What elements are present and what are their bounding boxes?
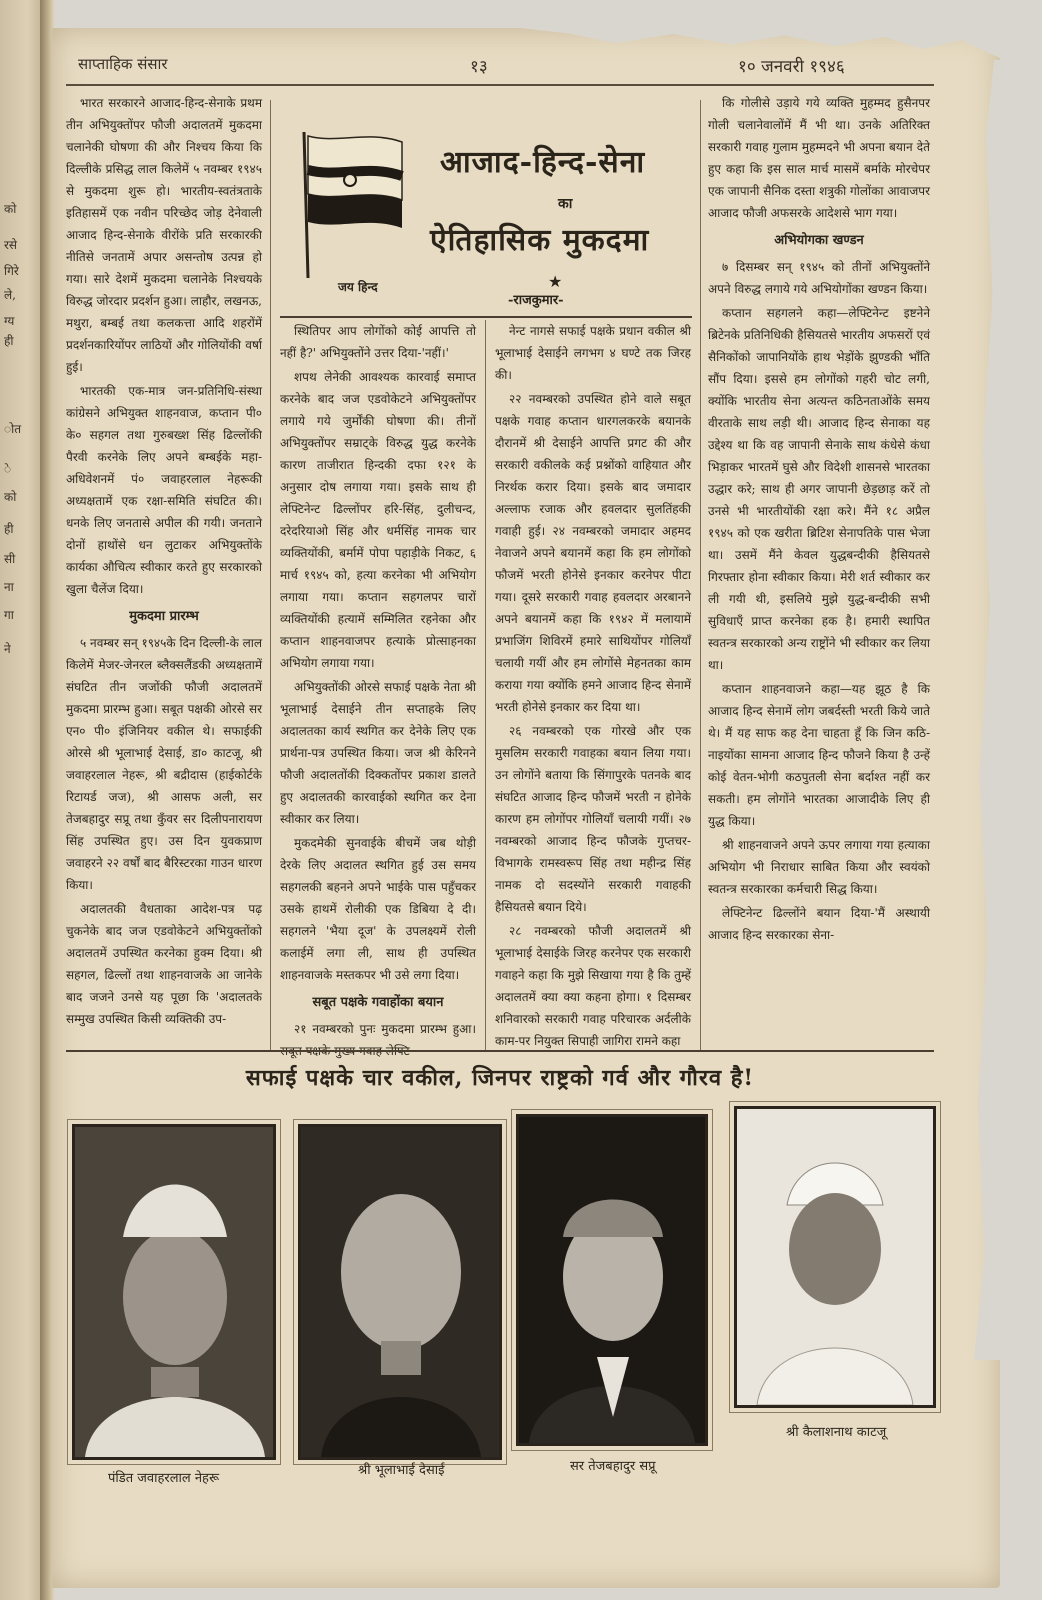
page-number: १३ [470, 57, 488, 77]
issue-date: १० जनवरी १९४६ [738, 57, 845, 77]
article-byline: -राजकुमार- [508, 293, 564, 308]
photo-caption: पंडित जवाहरलाल नेहरू [108, 1471, 220, 1486]
portrait-bald-icon [301, 1127, 499, 1457]
column-rule [700, 100, 701, 1050]
photo-banner-heading: सफाई पक्षके चार वकील, जिनपर राष्ट्रको गर्व और गौरव है! [245, 1065, 755, 1091]
article-column-1 [66, 92, 262, 1032]
previous-page-text-fragment: गा [4, 608, 14, 622]
photo-caption: श्री भूलाभाई देसाई [358, 1463, 445, 1478]
portrait-photo-3 [516, 1114, 708, 1446]
portrait-photo-1 [72, 1124, 276, 1460]
portrait-photo-2 [298, 1124, 502, 1460]
paragraph: नेन्ट नागसे सफाई पक्षके प्रधान वकील श्री भूलाभाई देसाईने लगभग ४ घण्टे तक जिरह की। [495, 324, 691, 382]
article-column-4 [708, 92, 930, 948]
previous-page-text-fragment: ने [4, 642, 11, 656]
flag-caption: जय हिन्द [338, 280, 378, 294]
paragraph: २२ नवम्बरको उपस्थित होने वाले सबूत पक्षके गवाह कप्तान धारगलकरके बयानके दौरानमें श्री देसाईने आपत्ति प्रगट की और सरकारी वकीलके कई प्रश्नोंको वाहियात और निरर्थक करार दिया। इसके बाद जमादार अल्लाफ रजाक और हवलदार सुलतिंहकी गवाही हुई। २४ नवम्बरको जमादार अहमद नेवाजने अपने बयानमें कहा कि हम लोगोंको फौजमें भरती होनेसे इनकार करनेपर पीटा गया। दूसरे सरकारी गवाह हवलदार अरबानने अपने बयानमें कहा कि १९४२ में मलायामें प्रभाजिंग शिविरमें हमारे साथियोंपर गोलियाँ चलायी गयीं और हम लोगोंसे मेहनतका काम कराया गया क्योंकि हमने आजाद हिन्द सेनामें भरती होनेसे इनकार कर दिया था। [495, 392, 691, 714]
column-rule [270, 100, 271, 1050]
previous-page-text-fragment: को [4, 202, 17, 216]
paragraph: मुकदमेकी सुनवाईके बीचमें जब थोड़ी देरके लिए अदालत स्थगित हुई उस समय सहगलकी बहनने अपने भाईके पास पहुँचकर उसके हाथमें रोलीकी एक डिबिया दे दी। सहगलने 'भैया दूज' के उपलक्ष्यमें रोली कलाईमें लगा ली, साथ ही उपस्थित शाहनवाजके मस्तकपर भी उसे लगा दिया। [280, 836, 476, 982]
article-column-3 [495, 320, 691, 1054]
previous-page-text-fragment: ही [4, 334, 14, 348]
photo-caption: सर तेजबहादुर सप्रू [570, 1459, 656, 1474]
previous-page-text-fragment: ग्य [4, 314, 15, 328]
previous-page-text-fragment: ोत [4, 422, 22, 436]
paragraph: ५ नवम्बर सन् १९४५के दिन दिल्ली-के लाल किलेमें मेजर-जेनरल ब्लैक्सलैंडकी अध्यक्षतामें संघटित तीन जजोंकी फौजी अदालतमें मुकदमा प्रारम्भ हुआ। सबूत पक्षकी ओरसे सर एन० पी० इंजिनियर वकील थे। सफाईकी ओरसे श्री भूलाभाई देसाई, डा० काटजू, श्री जवाहरलाल नेहरू, श्री बद्रीदास (हाईकोर्टके रिटायर्ड जज), श्री आसफ अली, सर तेजबहादुर सप्रू तथा कुँवर सर दिलीपनारायण सिंह उपस्थित हुए। उस दिन युवकप्राण जवाहरने २२ वर्षों बाद बैरिस्टरका गाउन धारण किया। [66, 636, 262, 892]
paragraph: २६ नवम्बरको एक गोरखे और एक मुसलिम सरकारी गवाहका बयान लिया गया। उन लोगोंने बताया कि सिंगापुरके पतनके बाद संघटित आजाद हिन्द फौजमें भरती न होनेके कारण हम लोगोंपर गोलियाँ चलायी गयीं। २७ नवम्बरको आजाद हिन्द फौजके गुप्तचर-विभागके रामस्वरूप सिंह तथा महीन्द्र सिंह नामक दो सदस्योंने सरकारी गवाहकी हैसियतसे बयान दिये। [495, 724, 691, 914]
previous-page-text-fragment: े [4, 462, 12, 476]
paragraph: २८ नवम्बरको फौजी अदालतमें श्री भूलाभाई देसाईके जिरह करनेपर एक सरकारी गवाहने कहा कि मुझे सिखाया गया है कि तुम्हें अदालतमें क्या क्या कहना होगा। १ दिसम्बर शनिवारको सरकारी गवाह परिचारक अर्दलीके काम-पर नियुक्त सिपाही जागिरा रामने कहा [495, 924, 691, 1048]
article-column-2 [280, 320, 476, 1064]
section-heading: मुकदमा प्रारम्भ [129, 609, 199, 624]
paragraph: कप्तान शाहनवाजने कहा—यह झूठ है कि आजाद हिन्द सेनामें लोग जबर्दस्ती भरती किये जाते थे। मैं यह साफ कह देना चाहता हूँ कि जिन कठि-नाइयोंका सामना आजाद हिन्द फौजने किया है उन्हें कोई वेतन-भोगी कठपुतली सेना बर्दाश्त नहीं कर सकती। हम लोगोंने भारतका आजादीके लिए ही युद्ध किया। [708, 682, 930, 828]
previous-page-text-fragment: सी [4, 552, 16, 566]
section-heading: अभियोगका खण्डन [774, 233, 864, 248]
header-rule [66, 84, 934, 86]
previous-page-text-fragment: ना [4, 580, 14, 594]
paragraph: कप्तान सहगलने कहा—लेफ्टिनेन्ट इष्टनेने ब्रिटेनके प्रतिनिधिकी हैसियतसे भारतीय अफसरों एवं सैनिकोंको जापानियोंके हाथ भेड़ोंके झुण्डकी भाँति सौंप दिया। इससे हम लोगोंको गहरी चोट लगी, क्योंकि भारतीय सेना अत्यन्त कठिनताओंके समय वीरताके साथ लड़ी थी। आजाद हिन्द सेनाका यह उद्देश्य था कि वह जापानी सेनाके साथ कंधेसे कंधा भिड़ाकर भारतमें घुसे और विदेशी शासनसे भारतका उद्धार करे; साथ ही अगर जापानी छेड़छाड़ करें तो उनसे भी भारतीयोंकी रक्षा करे। मैंने १८ अप्रैल १९४५ को एक खरीता ब्रिटिश सेनापतिके पास भेजा था। उसमें मैंने केवल युद्धबन्दीकी हैसियतसे गिरफ्तार होना स्वीकार किया। मेरी शर्त स्वीकार कर ली गयी थी, इसलिये मुझे युद्ध-बन्दीकी सभी सुविधाएँ प्राप्त करनेका हक है। हमारी स्थापित स्वतन्त्र सरकारको अन्य राष्ट्रोंने भी स्वीकार कर लिया था। [708, 306, 930, 672]
paragraph: स्थितिपर आप लोगोंको कोई आपत्ति तो नहीं है?' अभियुक्तोंने उत्तर दिया-'नहीं।' [280, 324, 476, 360]
publication-name: साप्ताहिक संसार [78, 55, 168, 73]
paragraph: ७ दिसम्बर सन् १९४५ को तीनों अभियुक्तोंने अपने विरुद्ध लगाये गये अभियोगोंका खण्डन किया। [708, 260, 930, 296]
portrait-gandhi-cap-icon [75, 1127, 273, 1457]
previous-page-text-fragment: को [4, 490, 17, 504]
article-title-line-1: आजाद-हिन्द-सेना [440, 145, 646, 180]
column-rule [485, 320, 486, 1050]
paragraph: शपथ लेनेकी आवश्यक कारवाई समाप्त करनेके बाद जज एडवोकेटने अभियुक्तोंपर लगाये गये जुर्मोंकी घोषणा की। तीनों अभियुक्तोंपर सम्राट्के विरुद्ध युद्ध करनेके कारण ताजीरात हिन्दकी दफा १२१ के अनुसार दोष लगाया गया। इसके साथ ही लेफ्टिनेन्ट ढिल्लोंपर हरि-सिंह, दुलीचन्द, दरेदरियाओ सिंह और धर्मसिंह नामक चार व्यक्तियोंकी, बर्मामें पोपा पहाड़ीके निकट, ६ मार्च १९४५ को, हत्या करनेका भी अभियोग लगाया गया। कप्तान सहगलपर चारों व्यक्तियोंकी हत्यामें सम्मिलित रहनेका और कप्तान शाहनवाजपर हत्याके प्रोत्साहनका अभियोग लगाया गया। [280, 370, 476, 670]
article-title-block [280, 100, 692, 312]
portrait-photo-4 [734, 1106, 936, 1408]
portrait-suit-icon [519, 1117, 705, 1443]
paragraph: अभियुक्तोंकी ओरसे सफाई पक्षके नेता श्री भूलाभाई देसाईने तीन सप्ताहके लिए अदालतका कार्य स्थगित कर देनेके लिए एक प्रार्थना-पत्र उपस्थित किया। जज श्री केरिनने फौजी अदालतोंकी दिक्कतोंपर प्रकाश डालते हुए अदालतकी कारवाईको स्थगित कर देना स्वीकार कर लिया। [280, 680, 476, 826]
paragraph: लेफ्टिनेन्ट ढिल्लोंने बयान दिया-'मैं अस्थायी आजाद हिन्द सरकारका सेना- [708, 906, 930, 942]
star-icon: ★ [548, 272, 563, 291]
previous-page-text-fragment: गिरे [4, 264, 19, 278]
previous-page-text-fragment: ले, [4, 288, 16, 302]
previous-page-text-fragment: ही [4, 522, 14, 536]
photo-caption: श्री कैलाशनाथ काटजू [786, 1425, 887, 1440]
paragraph: श्री शाहनवाजने अपने ऊपर लगाया गया हत्याका अभियोग भी निराधार साबित किया और स्वयंको स्वतन्त्र सरकारका कर्मचारी सिद्ध किया। [708, 838, 930, 896]
paragraph: २१ नवम्बरको पुनः मुकदमा प्रारम्भ हुआ। [294, 1022, 476, 1036]
title-rule [280, 316, 692, 318]
paragraph: भारतकी एक-मात्र जन-प्रतिनिधि-संस्था कांग्रेसने अभियुक्त शाहनवाज, कप्तान पी० के० सहगल तथा गुरुबख्श सिंह ढिल्लोंकी पैरवी करनेके लिए अपने बम्बईके महा-अधिवेशनमें पं० जवाहरलाल नेहरूकी अध्यक्षतामें एक रक्षा-समिति संघटित की। धनके लिए जनतासे अपील की गयी। जनताने दोनों हाथोंसे धन लुटाकर अभियुक्तोंके कार्यका औचित्य स्वीकार करते हुए सरकारको खुला चैलेंज दिया। [66, 384, 262, 596]
article-title-connector: का [558, 196, 573, 212]
portrait-gandhi-cap-icon [737, 1109, 933, 1405]
paragraph: अदालतकी वैधताका आदेश-पत्र पढ़ चुकनेके बाद जज एडवोकेटने अभियुक्तोंको अदालतमें उपस्थित करनेका हुक्म दिया। श्री सहगल, ढिल्लों तथा शाहनवाजके आ जानेके बाद जजने उनसे यह पूछा कि 'अदालतके सम्मुख उपस्थित किसी व्यक्तिकी उप- [66, 902, 262, 1026]
paragraph: कि गोलीसे उड़ाये गये व्यक्ति मुहम्मद हुसैनपर गोली चलानेवालोंमें मैं भी था। उनके अतिरिक्त सरकारी गवाह गुलाम मुहम्मदने भी अपना बयान देते हुए कहा कि इस साल मार्च मासमें बर्माके मोरचेपर एक जापानी सैनिक दस्ता शत्रुकी गोलोंका आवाजपर आजाद फौजी अफसरके आदेशसे भाग गया। [708, 96, 930, 220]
previous-page-text-fragment: रसे [4, 238, 18, 252]
paragraph: भारत सरकारने आजाद-हिन्द-सेनाके प्रथम तीन अभियुक्तोंपर फौजी अदालतमें मुकदमा चलानेकी घोषणा की और निश्चय किया कि दिल्लीके प्रसिद्ध लाल किलेमें ५ नवम्बर १९४५ से मुकदमा शुरू हो। भारतीय-स्वतंत्रताके इतिहासमें एक नवीन परिच्छेद जोड़ देनेवाली आजाद हिन्द-सेनाके वीरोंके प्रति सरकारकी नीतिसे जनतामें अपार असन्तोष उत्पन्न हो गया। सारे देशमें मुकदमा चलानेके निश्चयके विरुद्ध जोरदार प्रदर्शन हुआ। लाहौर, लखनऊ, मथुरा, बम्बई तथा कलकत्ता आदि शहरोंमें प्रदर्शनकारियोंपर लाठियों और गोलियोंकी वर्षा हुई। [66, 96, 262, 374]
section-heading: सबूत पक्षके गवाहोंका बयान [312, 995, 444, 1010]
section-rule [66, 1050, 934, 1052]
article-title-line-2: ऐतिहासिक मुकदमा [430, 223, 650, 258]
flag-icon [298, 130, 408, 280]
